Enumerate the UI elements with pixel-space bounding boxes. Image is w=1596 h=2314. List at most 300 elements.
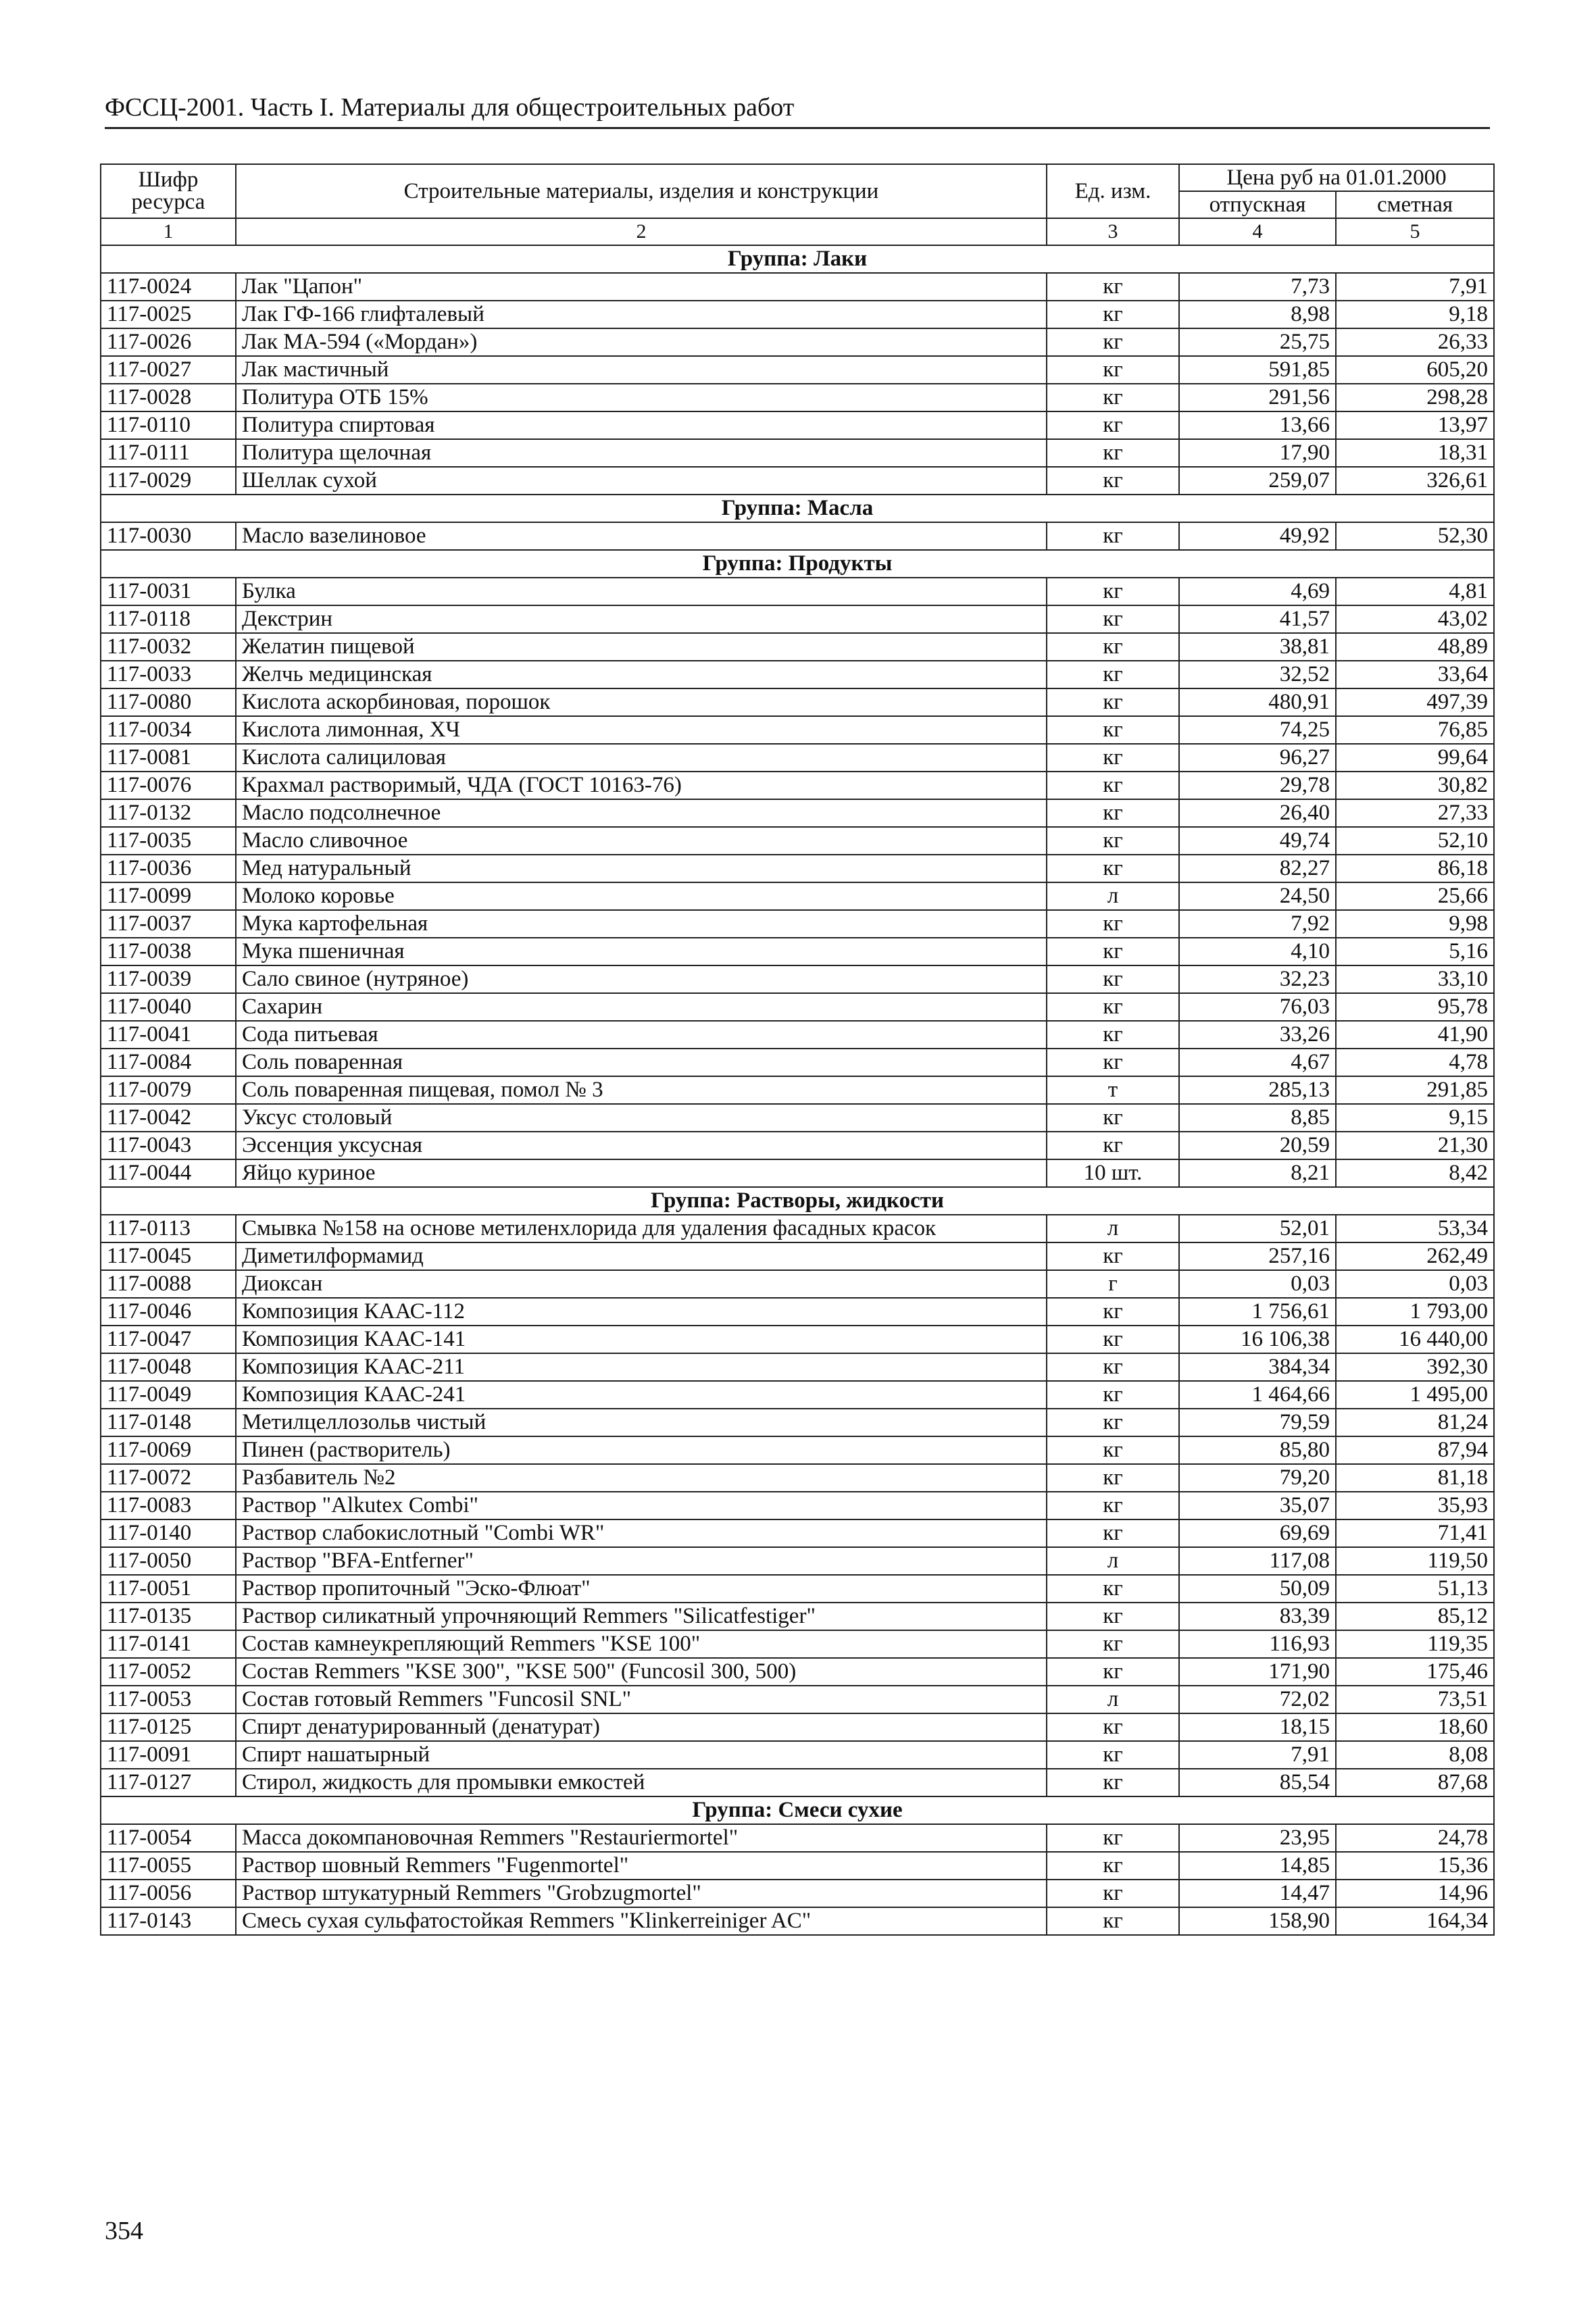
table-row (101, 965, 1494, 993)
resource-code: 117-0132 (101, 799, 236, 827)
table-row (101, 1409, 1494, 1436)
material-name: Крахмал растворимый, ЧДА (ГОСТ 10163-76) (236, 772, 1047, 799)
unit-of-measure: кг (1047, 1603, 1179, 1630)
table-row (101, 522, 1494, 550)
unit-of-measure: кг (1047, 1242, 1179, 1270)
resource-code: 117-0042 (101, 1104, 236, 1132)
resource-code: 117-0025 (101, 301, 236, 328)
material-name: Лак мастичный (236, 356, 1047, 384)
unit-of-measure: кг (1047, 1658, 1179, 1686)
table-row (101, 1159, 1494, 1187)
table-row (101, 993, 1494, 1021)
estimate-price: 52,30 (1336, 522, 1494, 550)
table-row (101, 1686, 1494, 1713)
table-row (101, 910, 1494, 938)
estimate-price: 30,82 (1336, 772, 1494, 799)
release-price: 291,56 (1179, 384, 1336, 411)
estimate-price: 18,60 (1336, 1713, 1494, 1741)
estimate-price: 119,50 (1336, 1547, 1494, 1575)
material-name: Состав Remmers "KSE 300", "KSE 500" (Funcosil 300, 500) (236, 1658, 1047, 1686)
release-price: 29,78 (1179, 772, 1336, 799)
resource-code: 117-0076 (101, 772, 236, 799)
unit-of-measure: кг (1047, 1575, 1179, 1603)
table-row (101, 1824, 1494, 1852)
material-name: Яйцо куриное (236, 1159, 1047, 1187)
resource-code: 117-0081 (101, 744, 236, 772)
resource-code: 117-0099 (101, 882, 236, 910)
table-row (101, 411, 1494, 439)
estimate-price: 298,28 (1336, 384, 1494, 411)
unit-of-measure: т (1047, 1076, 1179, 1104)
resource-code: 117-0125 (101, 1713, 236, 1741)
group-title: Группа: Масла (101, 495, 1494, 522)
release-price: 82,27 (1179, 855, 1336, 882)
material-name: Смесь сухая сульфатостойкая Remmers "Klinkerreiniger AC" (236, 1907, 1047, 1935)
resource-code: 117-0034 (101, 716, 236, 744)
estimate-price: 164,34 (1336, 1907, 1494, 1935)
release-price: 4,69 (1179, 578, 1336, 605)
unit-of-measure: кг (1047, 993, 1179, 1021)
material-name: Политура щелочная (236, 439, 1047, 467)
resource-code: 117-0038 (101, 938, 236, 965)
release-price: 33,26 (1179, 1021, 1336, 1049)
release-price: 7,73 (1179, 273, 1336, 301)
table-row (101, 661, 1494, 688)
table-row (101, 1464, 1494, 1492)
resource-code: 117-0032 (101, 633, 236, 661)
resource-code: 117-0028 (101, 384, 236, 411)
release-price: 50,09 (1179, 1575, 1336, 1603)
header-code (101, 164, 236, 218)
material-name: Спирт нашатырный (236, 1741, 1047, 1769)
material-name: Политура спиртовая (236, 411, 1047, 439)
release-price: 35,07 (1179, 1492, 1336, 1519)
table-row (101, 301, 1494, 328)
material-name: Состав камнеукрепляющий Remmers "KSE 100" (236, 1630, 1047, 1658)
material-name: Пинен (растворитель) (236, 1436, 1047, 1464)
estimate-price: 4,81 (1336, 578, 1494, 605)
unit-of-measure: кг (1047, 744, 1179, 772)
unit-of-measure: кг (1047, 1132, 1179, 1159)
material-name: Масса докомпановочная Remmers "Restauriermortel" (236, 1824, 1047, 1852)
resource-code: 117-0037 (101, 910, 236, 938)
resource-code: 117-0069 (101, 1436, 236, 1464)
release-price: 49,92 (1179, 522, 1336, 550)
table-row (101, 1769, 1494, 1796)
table-row (101, 1298, 1494, 1326)
group-row (101, 495, 1494, 522)
resource-code: 117-0072 (101, 1464, 236, 1492)
resource-code: 117-0140 (101, 1519, 236, 1547)
resource-code: 117-0052 (101, 1658, 236, 1686)
release-price: 79,20 (1179, 1464, 1336, 1492)
material-name: Соль поваренная пищевая, помол № 3 (236, 1076, 1047, 1104)
table-row (101, 1741, 1494, 1769)
resource-code: 117-0029 (101, 467, 236, 495)
estimate-price: 262,49 (1336, 1242, 1494, 1270)
resource-code: 117-0041 (101, 1021, 236, 1049)
material-name: Состав готовый Remmers "Funcosil SNL" (236, 1686, 1047, 1713)
unit-of-measure: кг (1047, 273, 1179, 301)
table-row (101, 716, 1494, 744)
release-price: 32,52 (1179, 661, 1336, 688)
resource-code: 117-0035 (101, 827, 236, 855)
material-name: Раствор "BFA-Entferner" (236, 1547, 1047, 1575)
material-name: Сода питьевая (236, 1021, 1047, 1049)
material-name: Метилцеллозольв чистый (236, 1409, 1047, 1436)
table-row (101, 1852, 1494, 1880)
material-name: Масло подсолнечное (236, 799, 1047, 827)
estimate-price: 25,66 (1336, 882, 1494, 910)
group-row (101, 245, 1494, 273)
estimate-price: 9,98 (1336, 910, 1494, 938)
unit-of-measure: кг (1047, 328, 1179, 356)
resource-code: 117-0043 (101, 1132, 236, 1159)
resource-code: 117-0051 (101, 1575, 236, 1603)
release-price: 4,10 (1179, 938, 1336, 965)
release-price: 69,69 (1179, 1519, 1336, 1547)
resource-code: 117-0083 (101, 1492, 236, 1519)
table-row (101, 1603, 1494, 1630)
estimate-price: 52,10 (1336, 827, 1494, 855)
release-price: 23,95 (1179, 1824, 1336, 1852)
estimate-price: 71,41 (1336, 1519, 1494, 1547)
estimate-price: 85,12 (1336, 1603, 1494, 1630)
estimate-price: 24,78 (1336, 1824, 1494, 1852)
unit-of-measure: кг (1047, 1326, 1179, 1353)
material-name: Кислота салициловая (236, 744, 1047, 772)
material-name: Кислота лимонная, ХЧ (236, 716, 1047, 744)
material-name: Декстрин (236, 605, 1047, 633)
group-row (101, 1796, 1494, 1824)
estimate-price: 9,18 (1336, 301, 1494, 328)
estimate-price: 33,10 (1336, 965, 1494, 993)
table-row (101, 1242, 1494, 1270)
material-name: Сало свиное (нутряное) (236, 965, 1047, 993)
release-price: 7,91 (1179, 1741, 1336, 1769)
release-price: 79,59 (1179, 1409, 1336, 1436)
estimate-price: 326,61 (1336, 467, 1494, 495)
release-price: 116,93 (1179, 1630, 1336, 1658)
release-price: 16 106,38 (1179, 1326, 1336, 1353)
release-price: 8,21 (1179, 1159, 1336, 1187)
estimate-price: 87,94 (1336, 1436, 1494, 1464)
unit-of-measure: кг (1047, 910, 1179, 938)
unit-of-measure: кг (1047, 1298, 1179, 1326)
resource-code: 117-0143 (101, 1907, 236, 1935)
table-row (101, 1492, 1494, 1519)
estimate-price: 605,20 (1336, 356, 1494, 384)
resource-code: 117-0113 (101, 1215, 236, 1242)
table-row (101, 1104, 1494, 1132)
release-price: 72,02 (1179, 1686, 1336, 1713)
resource-code: 117-0111 (101, 439, 236, 467)
estimate-price: 392,30 (1336, 1353, 1494, 1381)
header-estimate: сметная (1336, 191, 1494, 218)
material-name: Политура ОТБ 15% (236, 384, 1047, 411)
release-price: 32,23 (1179, 965, 1336, 993)
resource-code: 117-0040 (101, 993, 236, 1021)
unit-of-measure: кг (1047, 301, 1179, 328)
unit-of-measure: кг (1047, 439, 1179, 467)
header-release: отпускная (1179, 191, 1336, 218)
release-price: 76,03 (1179, 993, 1336, 1021)
unit-of-measure: кг (1047, 411, 1179, 439)
release-price: 8,98 (1179, 301, 1336, 328)
release-price: 85,54 (1179, 1769, 1336, 1796)
table-row (101, 467, 1494, 495)
unit-of-measure: л (1047, 1686, 1179, 1713)
estimate-price: 81,24 (1336, 1409, 1494, 1436)
estimate-price: 16 440,00 (1336, 1326, 1494, 1353)
material-name: Композиция КААС-211 (236, 1353, 1047, 1381)
estimate-price: 99,64 (1336, 744, 1494, 772)
resource-code: 117-0148 (101, 1409, 236, 1436)
group-title: Группа: Растворы, жидкости (101, 1187, 1494, 1215)
table-row (101, 1353, 1494, 1381)
unit-of-measure: кг (1047, 688, 1179, 716)
table-row (101, 1436, 1494, 1464)
group-row (101, 1187, 1494, 1215)
table-row (101, 439, 1494, 467)
resource-code: 117-0054 (101, 1824, 236, 1852)
unit-of-measure: кг (1047, 1049, 1179, 1076)
table-row (101, 1547, 1494, 1575)
unit-of-measure: г (1047, 1270, 1179, 1298)
unit-of-measure: кг (1047, 578, 1179, 605)
material-name: Лак МА-594 («Мордан») (236, 328, 1047, 356)
unit-of-measure: кг (1047, 384, 1179, 411)
material-name: Масло сливочное (236, 827, 1047, 855)
estimate-price: 175,46 (1336, 1658, 1494, 1686)
estimate-price: 119,35 (1336, 1630, 1494, 1658)
table-row (101, 688, 1494, 716)
material-name: Раствор штукатурный Remmers "Grobzugmortel" (236, 1880, 1047, 1907)
table-row (101, 744, 1494, 772)
material-name: Раствор пропиточный "Эско-Флюат" (236, 1575, 1047, 1603)
unit-of-measure: кг (1047, 1492, 1179, 1519)
column-number: 5 (1336, 218, 1494, 245)
group-row (101, 550, 1494, 578)
release-price: 52,01 (1179, 1215, 1336, 1242)
material-name: Разбавитель №2 (236, 1464, 1047, 1492)
unit-of-measure: 10 шт. (1047, 1159, 1179, 1187)
unit-of-measure: кг (1047, 522, 1179, 550)
estimate-price: 1 495,00 (1336, 1381, 1494, 1409)
estimate-price: 48,89 (1336, 633, 1494, 661)
release-price: 257,16 (1179, 1242, 1336, 1270)
resource-code: 117-0046 (101, 1298, 236, 1326)
resource-code: 117-0141 (101, 1630, 236, 1658)
unit-of-measure: кг (1047, 633, 1179, 661)
material-name: Соль поваренная (236, 1049, 1047, 1076)
table-row (101, 799, 1494, 827)
column-number: 1 (101, 218, 236, 245)
unit-of-measure: кг (1047, 772, 1179, 799)
estimate-price: 81,18 (1336, 1464, 1494, 1492)
resource-code: 117-0026 (101, 328, 236, 356)
estimate-price: 8,42 (1336, 1159, 1494, 1187)
table-row (101, 1215, 1494, 1242)
estimate-price: 1 793,00 (1336, 1298, 1494, 1326)
unit-of-measure: кг (1047, 1713, 1179, 1741)
unit-of-measure: кг (1047, 855, 1179, 882)
material-name: Композиция КААС-241 (236, 1381, 1047, 1409)
resource-code: 117-0118 (101, 605, 236, 633)
table-row (101, 1270, 1494, 1298)
column-numbers-row (101, 218, 1494, 245)
release-price: 591,85 (1179, 356, 1336, 384)
material-name: Раствор "Alkutex Combi" (236, 1492, 1047, 1519)
release-price: 13,66 (1179, 411, 1336, 439)
table-row (101, 1132, 1494, 1159)
estimate-price: 5,16 (1336, 938, 1494, 965)
resource-code: 117-0048 (101, 1353, 236, 1381)
table-row (101, 1880, 1494, 1907)
material-name: Диоксан (236, 1270, 1047, 1298)
estimate-price: 497,39 (1336, 688, 1494, 716)
release-price: 96,27 (1179, 744, 1336, 772)
resource-code: 117-0110 (101, 411, 236, 439)
resource-code: 117-0056 (101, 1880, 236, 1907)
unit-of-measure: кг (1047, 1907, 1179, 1935)
estimate-price: 18,31 (1336, 439, 1494, 467)
column-number: 2 (236, 218, 1047, 245)
estimate-price: 21,30 (1336, 1132, 1494, 1159)
material-name: Стирол, жидкость для промывки емкостей (236, 1769, 1047, 1796)
release-price: 24,50 (1179, 882, 1336, 910)
release-price: 384,34 (1179, 1353, 1336, 1381)
group-title: Группа: Продукты (101, 550, 1494, 578)
estimate-price: 291,85 (1336, 1076, 1494, 1104)
resource-code: 117-0049 (101, 1381, 236, 1409)
resource-code: 117-0080 (101, 688, 236, 716)
resource-code: 117-0053 (101, 1686, 236, 1713)
header-code-label: Шифр ресурса (131, 168, 205, 214)
material-name: Раствор шовный Remmers "Fugenmortel" (236, 1852, 1047, 1880)
material-name: Масло вазелиновое (236, 522, 1047, 550)
material-name: Мука пшеничная (236, 938, 1047, 965)
resource-code: 117-0031 (101, 578, 236, 605)
unit-of-measure: кг (1047, 1104, 1179, 1132)
release-price: 85,80 (1179, 1436, 1336, 1464)
release-price: 4,67 (1179, 1049, 1336, 1076)
estimate-price: 4,78 (1336, 1049, 1494, 1076)
material-name: Лак ГФ-166 глифталевый (236, 301, 1047, 328)
resource-code: 117-0047 (101, 1326, 236, 1353)
unit-of-measure: кг (1047, 799, 1179, 827)
price-table (100, 164, 1495, 1936)
header-price: Цена руб на 01.01.2000 (1179, 164, 1494, 191)
estimate-price: 43,02 (1336, 605, 1494, 633)
resource-code: 117-0030 (101, 522, 236, 550)
material-name: Желатин пищевой (236, 633, 1047, 661)
table-row (101, 578, 1494, 605)
material-name: Композиция КААС-112 (236, 1298, 1047, 1326)
release-price: 38,81 (1179, 633, 1336, 661)
table-row (101, 827, 1494, 855)
release-price: 0,03 (1179, 1270, 1336, 1298)
column-number: 3 (1047, 218, 1179, 245)
table-row (101, 938, 1494, 965)
material-name: Композиция КААС-141 (236, 1326, 1047, 1353)
price-table-body (101, 164, 1494, 1935)
table-row (101, 1575, 1494, 1603)
estimate-price: 73,51 (1336, 1686, 1494, 1713)
material-name: Эссенция уксусная (236, 1132, 1047, 1159)
material-name: Раствор силикатный упрочняющий Remmers "Silicatfestiger" (236, 1603, 1047, 1630)
resource-code: 117-0088 (101, 1270, 236, 1298)
estimate-price: 86,18 (1336, 855, 1494, 882)
estimate-price: 8,08 (1336, 1741, 1494, 1769)
release-price: 17,90 (1179, 439, 1336, 467)
estimate-price: 14,96 (1336, 1880, 1494, 1907)
unit-of-measure: л (1047, 882, 1179, 910)
release-price: 8,85 (1179, 1104, 1336, 1132)
material-name: Спирт денатурированный (денатурат) (236, 1713, 1047, 1741)
release-price: 14,85 (1179, 1852, 1336, 1880)
estimate-price: 26,33 (1336, 328, 1494, 356)
table-row (101, 1907, 1494, 1935)
release-price: 20,59 (1179, 1132, 1336, 1159)
release-price: 1 464,66 (1179, 1381, 1336, 1409)
resource-code: 117-0036 (101, 855, 236, 882)
material-name: Мука картофельная (236, 910, 1047, 938)
release-price: 1 756,61 (1179, 1298, 1336, 1326)
column-number: 4 (1179, 218, 1336, 245)
release-price: 18,15 (1179, 1713, 1336, 1741)
unit-of-measure: кг (1047, 1769, 1179, 1796)
table-row (101, 633, 1494, 661)
unit-of-measure: кг (1047, 716, 1179, 744)
material-name: Уксус столовый (236, 1104, 1047, 1132)
material-name: Шеллак сухой (236, 467, 1047, 495)
estimate-price: 95,78 (1336, 993, 1494, 1021)
resource-code: 117-0027 (101, 356, 236, 384)
page-number: 354 (105, 2217, 143, 2245)
resource-code: 117-0055 (101, 1852, 236, 1880)
table-row (101, 1381, 1494, 1409)
table-row (101, 1326, 1494, 1353)
estimate-price: 87,68 (1336, 1769, 1494, 1796)
release-price: 285,13 (1179, 1076, 1336, 1104)
table-row (101, 855, 1494, 882)
unit-of-measure: кг (1047, 467, 1179, 495)
group-title: Группа: Лаки (101, 245, 1494, 273)
unit-of-measure: кг (1047, 1353, 1179, 1381)
material-name: Сахарин (236, 993, 1047, 1021)
table-row (101, 1713, 1494, 1741)
material-name: Желчь медицинская (236, 661, 1047, 688)
unit-of-measure: л (1047, 1547, 1179, 1575)
estimate-price: 33,64 (1336, 661, 1494, 688)
table-row (101, 1630, 1494, 1658)
release-price: 26,40 (1179, 799, 1336, 827)
unit-of-measure: кг (1047, 1741, 1179, 1769)
resource-code: 117-0024 (101, 273, 236, 301)
table-row (101, 1049, 1494, 1076)
release-price: 7,92 (1179, 910, 1336, 938)
material-name: Кислота аскорбиновая, порошок (236, 688, 1047, 716)
estimate-price: 9,15 (1336, 1104, 1494, 1132)
table-row (101, 356, 1494, 384)
resource-code: 117-0084 (101, 1049, 236, 1076)
unit-of-measure: кг (1047, 1409, 1179, 1436)
material-name: Мед натуральный (236, 855, 1047, 882)
estimate-price: 27,33 (1336, 799, 1494, 827)
resource-code: 117-0091 (101, 1741, 236, 1769)
material-name: Раствор слабокислотный "Combi WR" (236, 1519, 1047, 1547)
